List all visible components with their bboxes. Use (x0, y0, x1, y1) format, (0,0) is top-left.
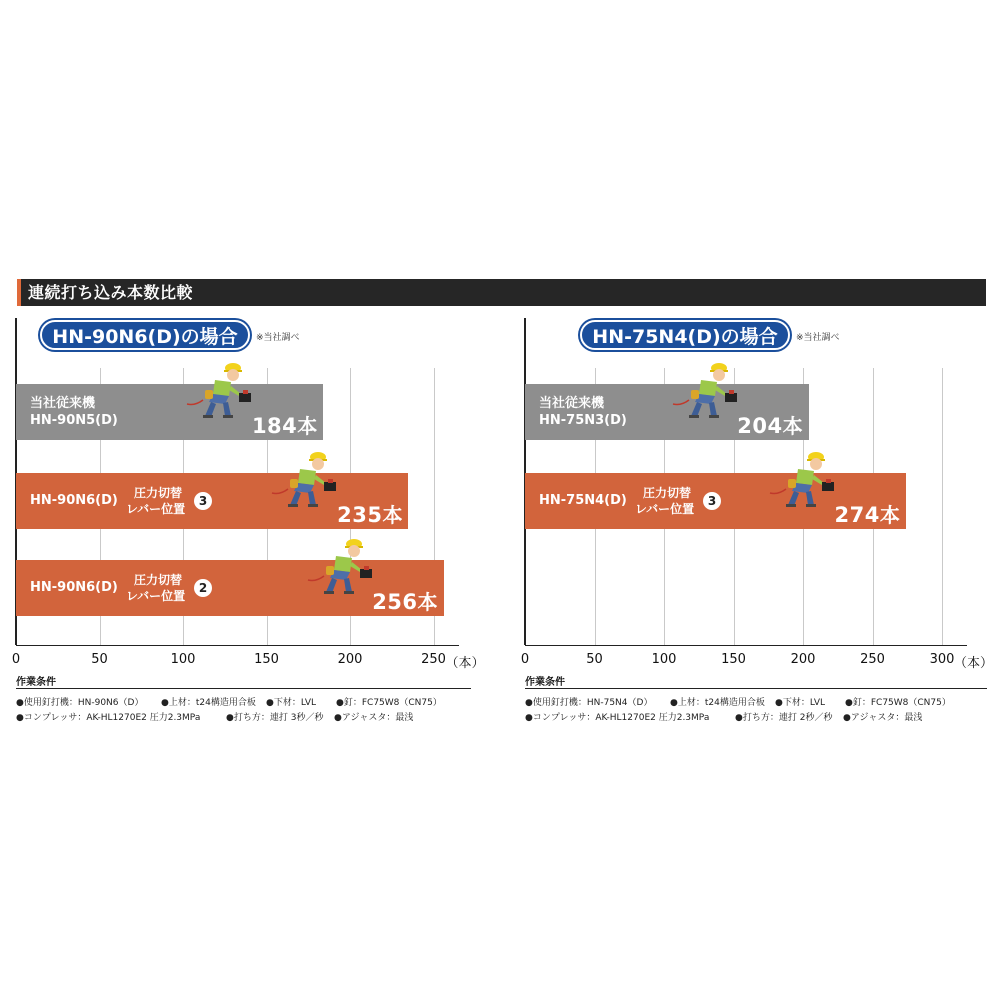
worker-illustration (768, 449, 840, 509)
worker-illustration (270, 449, 342, 509)
bar-value-number: 256 (372, 590, 418, 614)
x-tick-label: 200 (337, 652, 363, 667)
worker-illustration (306, 536, 378, 596)
x-tick-label: 0 (11, 652, 21, 667)
x-tick-label: 50 (586, 652, 603, 667)
bar-value-number: 184 (251, 414, 298, 438)
lever-number-badge: 3 (194, 492, 212, 510)
x-tick-label: 100 (651, 652, 677, 667)
note-text: ※当社調べ (256, 333, 300, 343)
bar-label-line2: HN-90N5(D) (30, 413, 118, 428)
condition-item: ●アジャスタ：最浅 (843, 713, 923, 723)
x-tick-label: 50 (91, 652, 108, 667)
x-tick-label: 0 (520, 652, 530, 667)
condition-item: ●下材：LVL (775, 698, 826, 708)
bar-label-model: HN-90N6(D) (30, 493, 118, 508)
chart-title-pill: HN-90N6(D)の場合 (40, 320, 250, 350)
conditions-divider (525, 688, 987, 689)
x-tick-label: 100 (170, 652, 196, 667)
condition-item: ●アジャスタ：最浅 (334, 713, 414, 723)
x-axis-unit: （本） (954, 656, 994, 671)
bar-value-number: 274 (834, 503, 880, 527)
x-tick-label: 250 (860, 652, 885, 667)
conditions-divider (16, 688, 471, 689)
worker-illustration (185, 360, 257, 420)
bar-value-number: 204 (737, 414, 783, 438)
conditions-title: 作業条件 (16, 677, 56, 688)
lever-label-line1: 圧力切替 (643, 486, 692, 500)
x-tick-label: 300 (929, 652, 955, 667)
lever-number-badge: 2 (194, 579, 212, 597)
bar-value-label (835, 499, 900, 528)
bar-value-label (737, 410, 802, 439)
bar-value-unit: 本 (879, 503, 900, 527)
bar-label-model: HN-90N6(D) (30, 580, 118, 595)
condition-item: ●上材：t24構造用合板 (161, 698, 256, 708)
x-axis-baseline (525, 645, 967, 646)
x-tick-label: 250 (421, 652, 446, 667)
note-text: ※当社調べ (796, 333, 840, 343)
lever-number-badge: 3 (703, 492, 721, 510)
conditions-title: 作業条件 (525, 677, 565, 688)
bar-label-line2: HN-75N3(D) (539, 413, 627, 428)
condition-item: ●コンプレッサ：AK-HL1270E2 圧力2.3MPa (16, 713, 201, 723)
condition-item: ●下材：LVL (266, 698, 317, 708)
bar-value-label (337, 499, 402, 528)
lever-label-line2: レバー位置 (126, 589, 186, 603)
bar-label-line1: 当社従来機 (30, 396, 96, 411)
condition-item: ●使用釘打機：HN-75N4（D） (525, 698, 653, 708)
x-tick-label: 150 (254, 652, 279, 667)
page-title: 連続打ち込み本数比較 (28, 283, 194, 302)
condition-item: ●打ち方：連打 2秒／秒 (735, 713, 833, 723)
bar-value-unit: 本 (297, 414, 318, 438)
condition-item: ●コンプレッサ：AK-HL1270E2 圧力2.3MPa (525, 713, 710, 723)
x-tick-label: 200 (790, 652, 816, 667)
lever-label-line1: 圧力切替 (134, 486, 183, 500)
bar-value-unit: 本 (782, 414, 803, 438)
grid-line (942, 368, 943, 645)
worker-illustration (671, 360, 743, 420)
x-tick-label: 150 (721, 652, 746, 667)
x-axis-baseline (16, 645, 459, 646)
condition-item: ●釘：FC75W8（CN75） (845, 698, 951, 708)
bar-value-label (372, 586, 437, 615)
lever-label-line2: レバー位置 (635, 502, 695, 516)
bar-value-number: 235 (337, 503, 383, 527)
bar-value-unit: 本 (382, 503, 403, 527)
chart-title-pill: HN-75N4(D)の場合 (580, 320, 790, 350)
bar-value-label (252, 410, 317, 439)
title-accent (17, 279, 21, 306)
lever-label-line2: レバー位置 (126, 502, 186, 516)
condition-item: ●釘：FC75W8（CN75） (336, 698, 442, 708)
bar-label-model: HN-75N4(D) (539, 493, 627, 508)
condition-item: ●使用釘打機：HN-90N6（D） (16, 698, 144, 708)
x-axis-unit: （本） (445, 656, 485, 671)
lever-label-line1: 圧力切替 (134, 573, 183, 587)
bar-label-line1: 当社従来機 (539, 396, 605, 411)
condition-item: ●打ち方：連打 3秒／秒 (226, 713, 324, 723)
bar-value-unit: 本 (417, 590, 438, 614)
condition-item: ●上材：t24構造用合板 (670, 698, 765, 708)
